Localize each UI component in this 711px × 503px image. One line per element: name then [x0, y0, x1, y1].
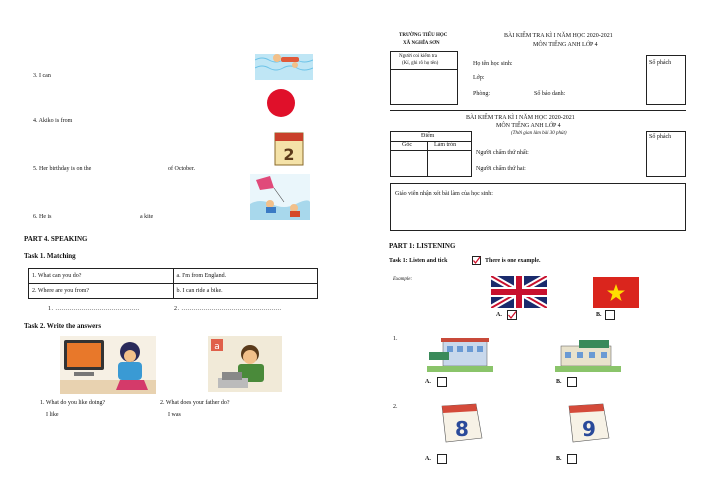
- q2-option-b-label: B.: [556, 456, 562, 462]
- example-label: Example:: [393, 277, 413, 282]
- q5-text-end: of October.: [168, 166, 195, 172]
- exam-title-1: BÀI KIỂM TRA KÌ I NĂM HỌC 2020-2021: [504, 33, 613, 39]
- match-question: 1. What can you do?: [29, 269, 174, 284]
- score-label: Điểm: [421, 133, 435, 139]
- school-building-picture-a: [427, 336, 493, 372]
- q6-text-end: a kite: [140, 214, 154, 220]
- tick-icon: [472, 256, 481, 265]
- answer-line-1[interactable]: 1. ..........................................: [48, 306, 140, 312]
- match-answer: b. I can ride a bike.: [173, 284, 318, 299]
- q1-option-a-label: A.: [425, 379, 431, 385]
- q6-text: 6. He is: [33, 214, 52, 220]
- calendar-8-number: 8: [455, 417, 469, 441]
- japan-flag-picture: [266, 88, 296, 118]
- q5-text: 5. Her birthday is on the: [33, 166, 92, 172]
- grader-2-label: Người chấm thứ hai:: [476, 166, 526, 172]
- swimming-picture: [255, 40, 313, 80]
- room-label: Phòng:: [473, 91, 491, 97]
- write-answer-2[interactable]: I was: [168, 412, 181, 418]
- letter-a-label: a: [214, 342, 220, 352]
- q2-option-a-checkbox[interactable]: [437, 454, 447, 464]
- exam-title-3: BÀI KIỂM TRA KÌ I NĂM HỌC 2020-2021: [466, 115, 575, 121]
- write-question-1: 1. What do you like doing?: [40, 400, 106, 406]
- question-1-number: 1.: [393, 336, 398, 342]
- task2-heading: Task 2. Write the answers: [24, 322, 102, 330]
- task1-instruction: Task 1: Listen and tick: [389, 258, 448, 264]
- question-2-number: 2.: [393, 404, 398, 410]
- class-label: Lớp:: [473, 75, 485, 81]
- calendar-8-picture: [436, 400, 488, 444]
- q4-text: 4. Akiko is from: [33, 118, 73, 124]
- exam-time: (Thời gian làm bài 30 phút): [511, 131, 567, 136]
- exam-title-2: MÔN TIẾNG ANH LỚP 4: [533, 42, 598, 48]
- example-option-a-label: A.: [496, 312, 502, 318]
- rounded-score-label: Làm tròn: [434, 142, 457, 148]
- q3-text: 3. I can: [33, 73, 51, 79]
- computer-picture: [208, 336, 282, 392]
- example-option-b-label: B.: [596, 312, 602, 318]
- write-answer-1[interactable]: I like: [46, 412, 59, 418]
- invigilator-label-1: Người coi kiểm tra: [399, 54, 437, 59]
- q1-option-a-checkbox[interactable]: [437, 377, 447, 387]
- match-answer: a. I'm from England.: [173, 269, 318, 284]
- calendar-number: 2: [283, 145, 295, 164]
- school-name-2: XÃ NGHĨA SƠN: [403, 41, 440, 46]
- q2-option-b-checkbox[interactable]: [567, 454, 577, 464]
- watching-tv-picture: [60, 336, 156, 394]
- invigilator-box: [390, 51, 458, 105]
- task1-heading: Task 1. Matching: [24, 252, 76, 260]
- match-question: 2. Where are you from?: [29, 284, 174, 299]
- answer-line-2[interactable]: 2. ..................................................: [174, 306, 282, 312]
- part1-heading: PART 1: LISTENING: [389, 242, 456, 250]
- check-icon: [507, 310, 517, 320]
- task1-example-note: There is one example.: [485, 258, 541, 264]
- example-option-b-checkbox[interactable]: [605, 310, 615, 320]
- vietnam-flag-picture: [593, 277, 639, 308]
- invigilator-label-2: (Kí, ghi rõ họ tên): [402, 61, 439, 66]
- teacher-comment-label: Giáo viên nhận xét bài làm của học sinh:: [395, 191, 493, 197]
- school-building-picture-b: [555, 336, 621, 372]
- q1-option-b-checkbox[interactable]: [567, 377, 577, 387]
- table-row: [29, 269, 318, 284]
- student-name-label: Họ tên học sinh:: [473, 61, 513, 67]
- kite-picture: [250, 174, 310, 220]
- table-row: [29, 284, 318, 299]
- q2-option-a-label: A.: [425, 456, 431, 462]
- calendar-9-picture: [563, 400, 615, 444]
- calendar-9-number: 9: [582, 417, 596, 441]
- example-option-a-checkbox[interactable]: [507, 310, 517, 320]
- exam-title-4: MÔN TIẾNG ANH LỚP 4: [496, 123, 561, 129]
- q1-option-b-label: B.: [556, 379, 562, 385]
- school-name-1: TRƯỜNG TIỂU HỌC: [399, 33, 448, 38]
- candidate-number-label: Số báo danh:: [534, 91, 566, 97]
- write-question-2: 2. What does your father do?: [160, 400, 230, 406]
- calendar-picture: [272, 127, 306, 167]
- matching-table: [28, 268, 318, 299]
- grader-1-label: Người chấm thứ nhất:: [476, 150, 529, 156]
- raw-score-label: Gốc: [402, 142, 412, 148]
- uk-flag-picture: [491, 276, 547, 308]
- code-label-2: Số phách: [649, 134, 672, 140]
- code-label-1: Số phách: [649, 60, 672, 66]
- part4-heading: PART 4. SPEAKING: [24, 235, 88, 243]
